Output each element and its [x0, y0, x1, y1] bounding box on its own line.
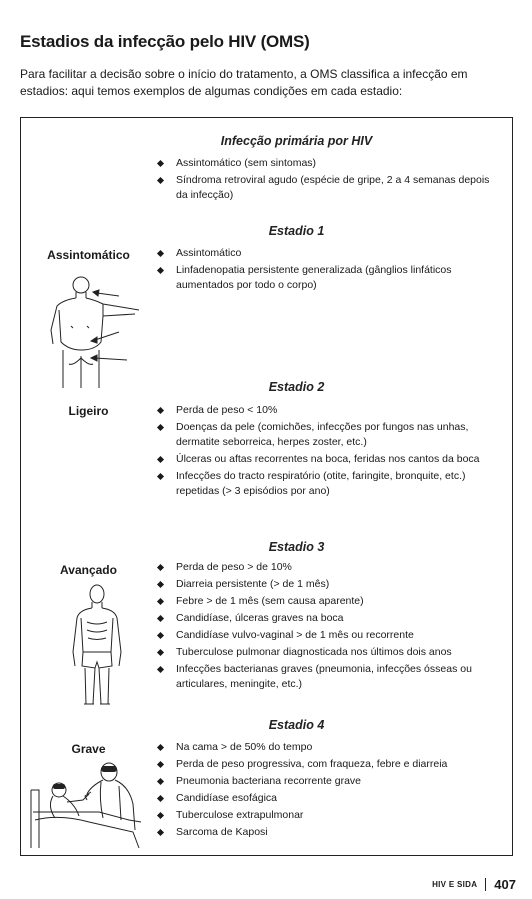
stage2-heading: Estadio 2 — [268, 380, 325, 394]
stage2-list — [154, 403, 504, 501]
stage3-list — [154, 560, 504, 694]
bedridden-patient-illustration — [29, 760, 144, 850]
page-number: 407 — [494, 877, 516, 892]
list-item: Perda de peso < 10% — [154, 403, 504, 418]
intro-paragraph: Para facilitar a decisão sobre o início do tratamento, a OMS classifica a infecção em estadios: aqui temos exemplos de algumas condições em cada estadio: — [20, 67, 468, 98]
list-item: Perda de peso progressiva, com fraqueza, febre e diarreia — [154, 757, 504, 772]
list-item: Síndroma retroviral agudo (espécie de gripe, 2 a 4 semanas depois da infecção) — [154, 173, 504, 203]
asymptomatic-man-illustration — [43, 270, 143, 388]
list-item: Linfadenopatia persistente generalizada (gânglios linfáticos aumentados por todo o corpo) — [154, 263, 504, 293]
stage1-list — [154, 246, 504, 295]
primary-list — [154, 156, 504, 205]
stage4-label: Grave — [71, 742, 106, 756]
list-item: Febre > de 1 mês (sem causa aparente) — [154, 594, 504, 609]
list-item: Tuberculose pulmonar diagnosticada nos últimos dois anos — [154, 645, 504, 660]
stage1-label: Assintomático — [47, 248, 130, 262]
footer-source: HIV E SIDA — [432, 880, 478, 889]
list-item: Assintomático (sem sintomas) — [154, 156, 504, 171]
list-item: Assintomático — [154, 246, 504, 261]
list-item: Doenças da pele (comichões, infecções por fungos nas unhas, dermatite seborreica, herpes zoster, etc.) — [154, 420, 504, 450]
footer-divider — [485, 878, 486, 891]
stage2-label: Ligeiro — [68, 404, 109, 418]
primary-heading: Infecção primária por HIV — [220, 134, 373, 148]
stage1-heading: Estadio 1 — [268, 224, 325, 238]
list-item: Infecções do tracto respiratório (otite, faringite, bronquite, etc.) repetidas (> 3 episódios por ano) — [154, 469, 504, 499]
stage4-list — [154, 740, 504, 842]
list-item: Na cama > de 50% do tempo — [154, 740, 504, 755]
stage3-heading: Estadio 3 — [268, 540, 325, 554]
list-item: Infecções bacterianas graves (pneumonia, infecções ósseas ou articulares, meningite, etc.) — [154, 662, 504, 692]
stage3-label: Avançado — [60, 563, 117, 577]
list-item: Diarreia persistente (> de 1 mês) — [154, 577, 504, 592]
list-item: Perda de peso > de 10% — [154, 560, 504, 575]
list-item: Tuberculose extrapulmonar — [154, 808, 504, 823]
list-item: Candidíase vulvo-vaginal > de 1 mês ou recorrente — [154, 628, 504, 643]
list-item: Pneumonia bacteriana recorrente grave — [154, 774, 504, 789]
stage4-heading: Estadio 4 — [268, 718, 325, 732]
list-item: Sarcoma de Kaposi — [154, 825, 504, 840]
advanced-stage-man-illustration — [55, 582, 139, 707]
list-item: Candidíase, úlceras graves na boca — [154, 611, 504, 626]
list-item: Candidíase esofágica — [154, 791, 504, 806]
stages-table — [20, 117, 513, 856]
page-footer — [432, 877, 516, 892]
page-title: Estadios da infecção pelo HIV (OMS) — [20, 32, 310, 51]
list-item: Úlceras ou aftas recorrentes na boca, feridas nos cantos da boca — [154, 452, 504, 467]
